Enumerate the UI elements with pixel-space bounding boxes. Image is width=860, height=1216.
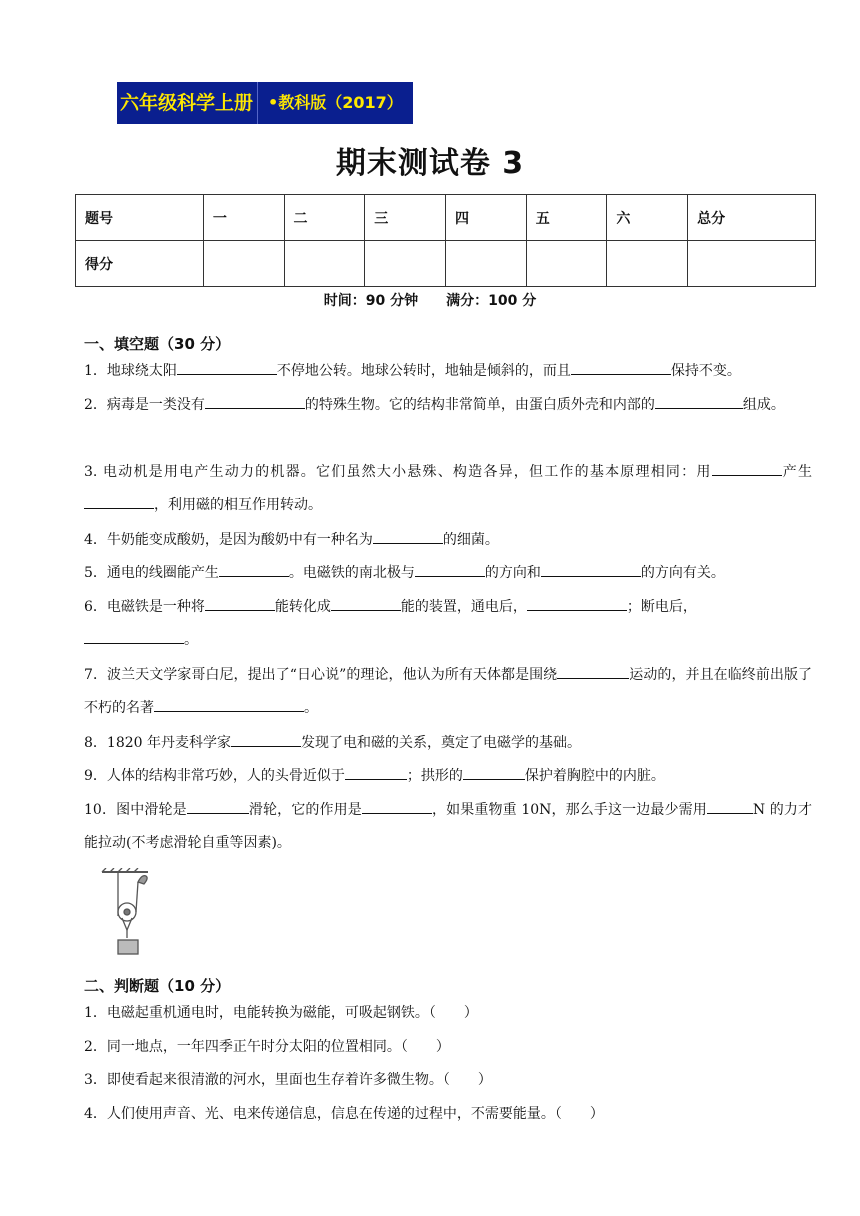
- answer-blank[interactable]: [205, 394, 305, 409]
- score-table-cell: 四: [445, 195, 526, 241]
- score-table-cell: 题号: [76, 195, 204, 241]
- question-text: 4．牛奶能变成酸奶，是因为酸奶中有一种名为: [84, 532, 373, 548]
- question-text: 产生: [781, 464, 813, 480]
- section-heading-fill-in: 一、填空题（30 分）: [84, 335, 231, 353]
- question-7: [84, 659, 812, 725]
- score-table-cell: 总分: [688, 195, 816, 241]
- score-table: [75, 194, 816, 287]
- answer-blank[interactable]: [373, 529, 443, 544]
- question-text: 2．病毒是一类没有: [84, 397, 205, 413]
- answer-blank[interactable]: [415, 562, 485, 577]
- edition-banner: [117, 82, 413, 124]
- question-text: 的特殊生物。它的结构非常简单，由蛋白质外壳和内部的: [304, 397, 655, 413]
- score-table-cell: 五: [526, 195, 607, 241]
- answer-blank[interactable]: [154, 697, 304, 712]
- score-cell-empty[interactable]: [445, 241, 526, 287]
- answer-blank[interactable]: [527, 596, 627, 611]
- question-text: 。: [304, 700, 318, 716]
- answer-blank[interactable]: [231, 732, 301, 747]
- question-text: 。电磁铁的南北极与: [288, 565, 415, 581]
- question-text: 滑轮，它的作用是: [248, 802, 362, 818]
- question-text: 不停地公转。地球公转时，地轴是倾斜的，而且: [276, 363, 571, 379]
- answer-blank[interactable]: [557, 664, 629, 679]
- question-text: 3. 电动机是用电产生动力的机器。它们虽然大小悬殊、构造各异，但工作的基本原理相同：用: [84, 464, 712, 480]
- question-text: 保护着胸腔中的内脏。: [524, 768, 665, 784]
- exam-time: 时间：90 分钟: [323, 293, 419, 309]
- question-text: 保持不变。: [670, 363, 741, 379]
- banner-grade: 六年级科学上册: [120, 92, 254, 114]
- question-3: [84, 456, 812, 522]
- question-9: [84, 760, 812, 793]
- pulley-icon: [102, 868, 148, 954]
- question-text: 能转化成: [274, 599, 331, 615]
- question-text: 6．电磁铁是一种将: [84, 599, 205, 615]
- score-table-cell: 六: [607, 195, 688, 241]
- question-text: 9．人体的结构非常巧妙，人的头骨近似于: [84, 768, 345, 784]
- question-text: ；拱形的: [406, 768, 463, 784]
- score-table-header-row: [76, 195, 816, 241]
- answer-blank[interactable]: [219, 562, 289, 577]
- question-text: 1．地球绕太阳: [84, 363, 177, 379]
- score-row-label: 得分: [76, 241, 204, 287]
- exam-full-score: 满分：100 分: [446, 293, 537, 309]
- score-table-cell: 一: [203, 195, 284, 241]
- question-text: 的方向有关。: [640, 565, 725, 581]
- judge-item: 3．即使看起来很清澈的河水，里面也生存着许多微生物。（ ）: [84, 1072, 492, 1088]
- score-table-cell: 三: [365, 195, 446, 241]
- question-text: 8．1820 年丹麦科学家: [84, 735, 231, 751]
- score-cell-empty[interactable]: [607, 241, 688, 287]
- question-text: 组成。: [742, 397, 785, 413]
- answer-blank[interactable]: [463, 765, 525, 780]
- answer-blank[interactable]: [177, 360, 277, 375]
- question-text: 能的装置，通电后，: [400, 599, 527, 615]
- exam-info: [0, 290, 860, 310]
- judge-item: 2．同一地点，一年四季正午时分太阳的位置相同。（ ）: [84, 1039, 450, 1055]
- score-cell-empty[interactable]: [526, 241, 607, 287]
- answer-blank[interactable]: [541, 562, 641, 577]
- answer-blank[interactable]: [345, 765, 407, 780]
- question-text: 发现了电和磁的关系，奠定了电磁学的基础。: [301, 735, 581, 751]
- answer-blank[interactable]: [655, 394, 743, 409]
- score-cell-empty[interactable]: [203, 241, 284, 287]
- answer-blank[interactable]: [205, 596, 275, 611]
- question-text: 5．通电的线圈能产生: [84, 565, 219, 581]
- question-text: 运动的，并且在临终前出版了不朽的名著: [84, 667, 812, 716]
- exam-title: 期末测试卷 3: [335, 146, 525, 181]
- question-text: N 的力才能拉动(不考虑滑轮自重等因素)。: [84, 802, 813, 851]
- answer-blank[interactable]: [707, 799, 753, 814]
- score-cell-empty[interactable]: [688, 241, 816, 287]
- question-text: ，利用磁的相互作用转动。: [154, 497, 322, 513]
- score-cell-empty[interactable]: [284, 241, 365, 287]
- question-text: 7．波兰天文学家哥白尼，提出了“日心说”的理论，他认为所有天体都是围绕: [84, 667, 558, 683]
- question-text: 的细菌。: [442, 532, 499, 548]
- answer-blank[interactable]: [187, 799, 249, 814]
- score-table-score-row: [76, 241, 816, 287]
- question-8: [84, 727, 812, 760]
- answer-blank[interactable]: [84, 494, 154, 509]
- question-text: ，如果重物重 10N，那么手这一边最少需用: [431, 802, 707, 818]
- answer-blank[interactable]: [571, 360, 671, 375]
- question-6: [84, 591, 724, 657]
- pulley-diagram: [100, 868, 160, 960]
- answer-blank[interactable]: [331, 596, 401, 611]
- score-cell-empty[interactable]: [365, 241, 446, 287]
- judge-item: 4．人们使用声音、光、电来传递信息，信息在传递的过程中，不需要能量。（ ）: [84, 1106, 604, 1122]
- question-4: [84, 524, 812, 557]
- question-10: [84, 794, 812, 860]
- question-2: [84, 389, 812, 422]
- judge-item: 1．电磁起重机通电时，电能转换为磁能，可吸起钢铁。（ ）: [84, 1005, 478, 1021]
- answer-blank[interactable]: [362, 799, 432, 814]
- question-1: [84, 355, 812, 388]
- question-text: 。: [184, 632, 198, 648]
- section-heading-true-false: 二、判断题（10 分）: [84, 977, 231, 995]
- banner-edition: •教科版（2017）: [257, 82, 413, 124]
- question-text: 10．图中滑轮是: [84, 802, 187, 818]
- question-text: ；断电后，: [626, 599, 697, 615]
- answer-blank[interactable]: [84, 629, 184, 644]
- answer-blank[interactable]: [712, 461, 782, 476]
- question-text: 的方向和: [484, 565, 541, 581]
- score-table-cell: 二: [284, 195, 365, 241]
- question-5: [84, 557, 812, 590]
